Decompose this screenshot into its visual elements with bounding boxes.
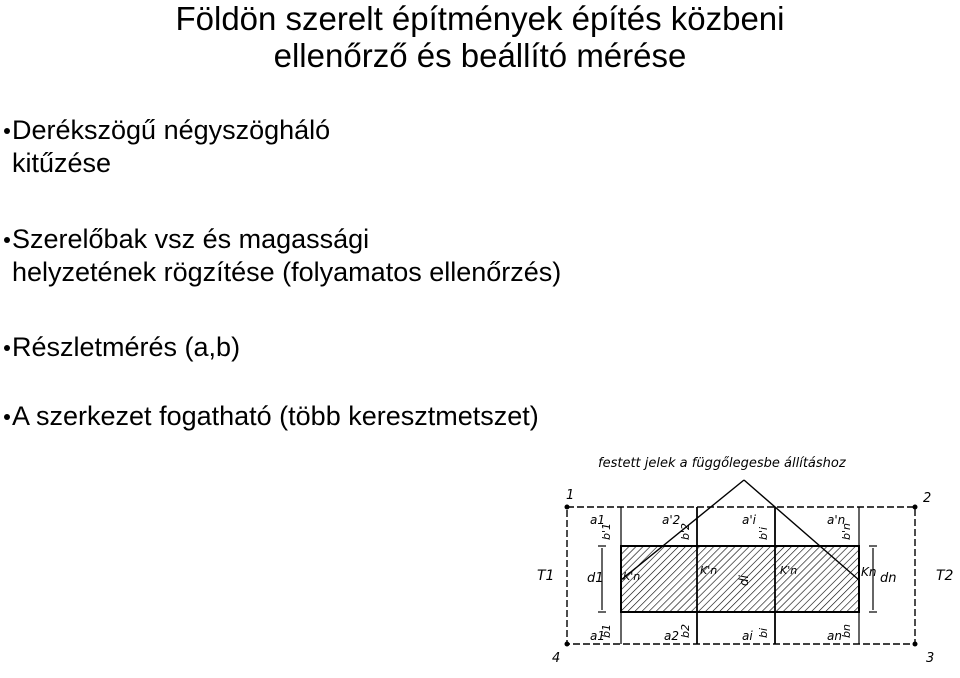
slide-title [0, 0, 960, 74]
bottom-a-label: an [827, 629, 842, 643]
bullet-dot-icon [4, 414, 10, 420]
bottom-a-label: a1 [590, 629, 605, 643]
figure-caption: festett jelek a függőlegesbe állításhoz [598, 456, 846, 471]
k-label: K'n [623, 570, 641, 583]
bullet-text-line: helyzetének rögzítése (folyamatos ellenőrzés) [12, 257, 562, 287]
dimension-arrow-dn [869, 546, 877, 612]
top-a-label: a'2 [662, 513, 681, 527]
survey-grid-figure [530, 440, 960, 678]
bullet-dot-icon [4, 237, 10, 243]
top-a-label: a1 [590, 513, 605, 527]
bottom-a-label: ai [742, 629, 753, 643]
title-line-1: Földön szerelt építmények építés közbeni [175, 0, 785, 37]
bottom-b-label: b2 [679, 624, 692, 638]
corner-marker [565, 505, 570, 510]
bottom-b-label: bn [840, 624, 853, 638]
top-a-label: a'i [742, 513, 756, 527]
corner-label: 1 [566, 488, 575, 503]
side-label: T1 [537, 568, 555, 584]
bullet-item [4, 331, 240, 364]
corner-label: 3 [926, 651, 935, 666]
side-label: T2 [936, 568, 954, 584]
top-b-label: b'i [757, 526, 770, 540]
top-a-label: a'n [827, 513, 846, 527]
d-label: dn [880, 571, 897, 586]
bullet-dot-icon [4, 345, 10, 351]
bullet-text-line: Derékszögű négyszögháló [12, 115, 331, 145]
k-label: Kn [861, 565, 877, 579]
d-label: di [737, 575, 751, 586]
corner-label: 2 [923, 491, 932, 506]
bottom-b-label: bi [757, 627, 770, 638]
top-b-label: b'1 [600, 522, 613, 540]
bottom-a-label: a2 [664, 629, 679, 643]
corner-marker [565, 642, 570, 647]
title-line-2: ellenőrző és beállító mérése [273, 37, 687, 74]
top-b-label: b'n [840, 523, 853, 540]
bullet-item [4, 223, 561, 289]
top-b-label: b'2 [679, 522, 692, 540]
corner-marker [913, 505, 918, 510]
bullet-item [4, 114, 330, 180]
bullet-item [4, 400, 539, 433]
bullet-dot-icon [4, 128, 10, 134]
bullet-text-line: Részletmérés (a,b) [12, 332, 241, 362]
k-label: K'n [700, 564, 718, 577]
k-label: K'n [780, 564, 798, 577]
bullet-text-line: Szerelőbak vsz és magassági [12, 224, 370, 254]
d-label: d1 [587, 571, 604, 586]
bullet-text-line: A szerkezet fogatható (több keresztmetszet) [12, 401, 539, 431]
bullet-text-line: kitűzése [12, 148, 112, 178]
corner-label: 4 [552, 651, 561, 666]
corner-marker [913, 642, 918, 647]
bottom-b-label: b1 [600, 624, 613, 638]
